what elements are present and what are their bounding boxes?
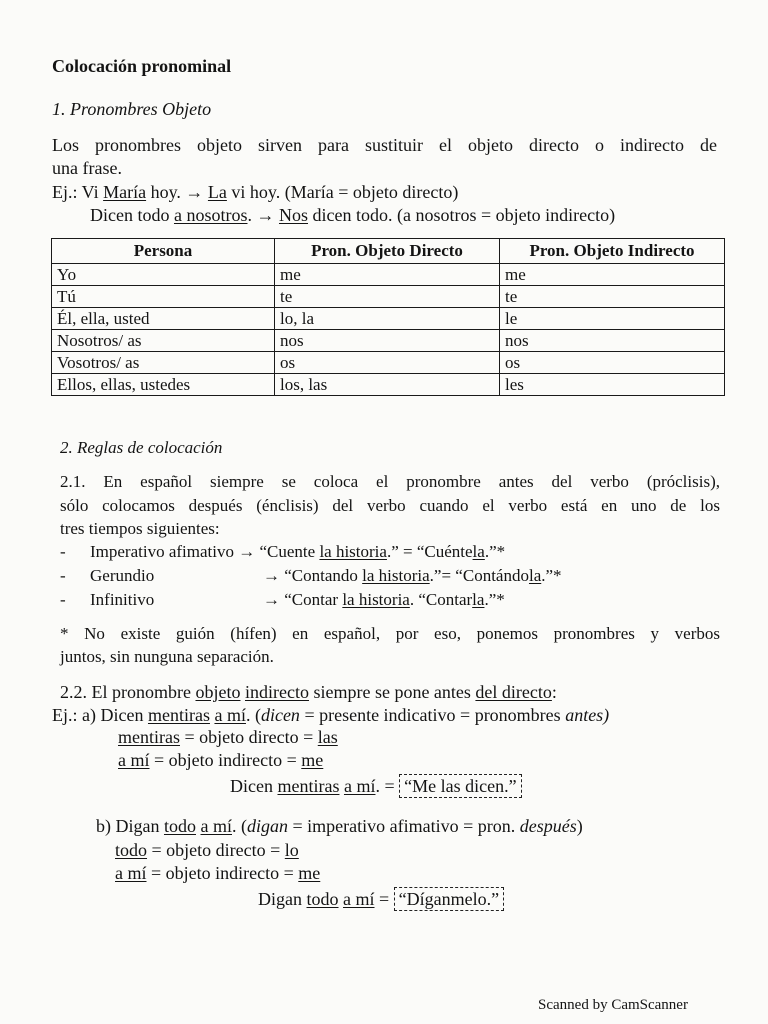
example-b-equals: = objeto directo = [147, 840, 285, 860]
section-2-heading: 2. Reglas de colocación [60, 438, 223, 457]
example-a-line-2 [118, 727, 338, 748]
example-2-prefix: Dicen todo [90, 205, 174, 225]
example-a-equals: = objeto indirecto = [149, 750, 302, 770]
table-cell: os [500, 352, 725, 374]
example-a-ami: a mí [214, 705, 246, 725]
example-a-antes: antes) [565, 705, 610, 725]
rule-2-1-line-2: sólo colocamos después (énclisis) del verbo cuando el verbo está en uno de los [60, 496, 720, 515]
example-b-line-4 [258, 887, 504, 911]
example-b-equals: = objeto indirecto = [146, 863, 299, 883]
example-a-explanation: = presente indicativo = pronombres [299, 705, 566, 725]
bullet-equals: .”= “Contándo [429, 566, 529, 585]
example-a-equals: . = [375, 776, 400, 796]
pronoun-table [51, 238, 725, 396]
example-a-dicen: Dicen [230, 776, 278, 796]
bullet-pronoun: la [528, 566, 542, 585]
bullet-equals: . “Contar [409, 590, 473, 609]
example-a-mentiras: mentiras [147, 705, 210, 725]
bullet-content [90, 542, 505, 562]
example-a-equals: = objeto directo = [179, 727, 318, 747]
bullet-dash: - [60, 590, 66, 609]
bullet-underlined: la historia [342, 590, 410, 609]
table-cell: Tú [52, 286, 275, 308]
example-b-ami: a mí [200, 816, 232, 836]
example-a-line-4 [230, 774, 522, 798]
example-2-object: a nosotros [173, 205, 248, 225]
rule-2-2-prefix: 2.2. El pronombre [60, 682, 196, 702]
table-cell: te [500, 286, 725, 308]
example-a-line-1 [52, 705, 609, 726]
example-b-equals: = [374, 889, 394, 909]
example-b-todo: todo [163, 816, 196, 836]
bullet-end: .”* [484, 590, 505, 609]
example-b-close-paren: ) [576, 816, 583, 836]
table-header-row [52, 239, 725, 264]
table-cell: Yo [52, 264, 275, 286]
bullet-example: → “Cuente [233, 542, 320, 561]
rule-2-2-end: : [551, 682, 557, 702]
table-row [52, 374, 725, 396]
example-2 [90, 205, 615, 226]
bullet-pronoun: la [472, 542, 485, 561]
example-b-line-3 [115, 863, 320, 884]
bullet-example: → “Contar [263, 590, 343, 609]
example-a-paren: . ( [245, 705, 261, 725]
example-b-answer-box: “Díganmelo.” [394, 887, 504, 911]
bullet-imperativo [60, 542, 506, 562]
page-title: Colocación pronominal [52, 56, 232, 76]
bullet-pronoun: la [472, 590, 485, 609]
example-1-object: María [103, 182, 147, 202]
example-a-line-3 [118, 750, 323, 771]
intro-line-1: Los pronombres objeto sirven para sustituir el objeto directo o indirecto de [52, 135, 717, 155]
example-b-prefix: b) Digan [96, 816, 164, 836]
example-a-prefix: Ej.: a) Dicen [52, 705, 148, 725]
example-a-me: me [301, 750, 324, 770]
example-b-me: me [298, 863, 321, 883]
table-cell: les [500, 374, 725, 396]
example-b-todo: todo [306, 889, 339, 909]
bullet-equals: .” = “Cuénte [386, 542, 473, 561]
example-a-mentiras: mentiras [277, 776, 340, 796]
bullet-content [263, 566, 562, 586]
bullet-dash: - [60, 542, 66, 561]
rule-2-1-line-3: tres tiempos siguientes: [60, 519, 220, 538]
bullet-label: Imperativo afimativo [90, 542, 234, 561]
scanner-watermark: Scanned by CamScanner [538, 997, 688, 1013]
bullet-content [263, 590, 505, 610]
example-2-rest: dicen todo. (a nosotros = objeto indirecto) [308, 205, 616, 225]
table-row [52, 308, 725, 330]
bullet-underlined: la historia [319, 542, 387, 561]
note-line-2: juntos, sin nunguna separación. [60, 647, 274, 666]
rule-2-2-indirecto: indirecto [244, 682, 309, 702]
example-a-dicen: dicen [260, 705, 300, 725]
table-row [52, 286, 725, 308]
example-1-rest: vi hoy. (María = objeto directo) [226, 182, 459, 202]
example-b-lo: lo [284, 840, 299, 860]
bullet-gerundio [60, 566, 562, 586]
table-cell: nos [275, 330, 500, 352]
example-a-ami: a mí [118, 750, 150, 770]
bullet-label: Infinitivo [90, 590, 155, 609]
table-cell: los, las [275, 374, 500, 396]
table-cell: Nosotros/ as [52, 330, 275, 352]
example-b-despues: después [519, 816, 577, 836]
table-cell: lo, la [275, 308, 500, 330]
rule-2-2-objeto: objeto [195, 682, 241, 702]
bullet-end: .”* [541, 566, 562, 585]
bullet-infinitivo [60, 590, 505, 610]
intro-line-2: una frase. [52, 158, 122, 178]
example-2-pronoun: Nos [278, 205, 308, 225]
table-cell: nos [500, 330, 725, 352]
bullet-example: → “Contando [263, 566, 363, 585]
example-b-digan: digan [247, 816, 289, 836]
table-cell: os [275, 352, 500, 374]
bullet-end: .”* [484, 542, 506, 561]
example-1 [52, 182, 458, 203]
example-a-mentiras: mentiras [118, 727, 180, 747]
note-line-1: * No existe guión (hífen) en español, por eso, ponemos pronombres y verbos [60, 624, 720, 643]
example-1-prefix: Ej.: Vi [52, 182, 104, 202]
example-b-todo: todo [115, 840, 148, 860]
table-row [52, 330, 725, 352]
example-b-ami: a mí [115, 863, 147, 883]
section-1-heading: 1. Pronombres Objeto [52, 99, 212, 119]
example-b-explanation: = imperativo afimativo = pron. [288, 816, 520, 836]
example-b-digan: Digan [258, 889, 307, 909]
table-row [52, 264, 725, 286]
table-cell: le [500, 308, 725, 330]
bullet-underlined: la historia [362, 566, 430, 585]
example-a-ami: a mí [343, 776, 376, 796]
bullet-label: Gerundio [90, 566, 155, 585]
table-header: Pron. Objeto Directo [275, 239, 500, 264]
example-b-line-2 [115, 840, 299, 861]
example-b-ami: a mí [343, 889, 375, 909]
example-1-arrow: hoy. → [146, 182, 208, 202]
table-header: Pron. Objeto Indirecto [500, 239, 725, 264]
table-cell: Él, ella, usted [52, 308, 275, 330]
table-cell: te [275, 286, 500, 308]
table-cell: me [500, 264, 725, 286]
example-a-answer-box: “Me las dicen.” [399, 774, 521, 798]
table-cell: Vosotros/ as [52, 352, 275, 374]
example-2-arrow: . → [247, 205, 279, 225]
table-cell: Ellos, ellas, ustedes [52, 374, 275, 396]
rule-2-2-directo: del directo [475, 682, 552, 702]
rule-2-2-mid: siempre se pone antes [308, 682, 476, 702]
table-cell: me [275, 264, 500, 286]
rule-2-2 [60, 682, 557, 703]
rule-2-1-line-1: 2.1. En español siempre se coloca el pronombre antes del verbo (próclisis), [60, 472, 720, 491]
example-b-line-1 [96, 816, 583, 837]
example-b-paren: . ( [232, 816, 247, 836]
example-1-pronoun: La [207, 182, 227, 202]
table-row [52, 352, 725, 374]
bullet-dash: - [60, 566, 66, 585]
example-a-las: las [317, 727, 338, 747]
table-header: Persona [52, 239, 275, 264]
